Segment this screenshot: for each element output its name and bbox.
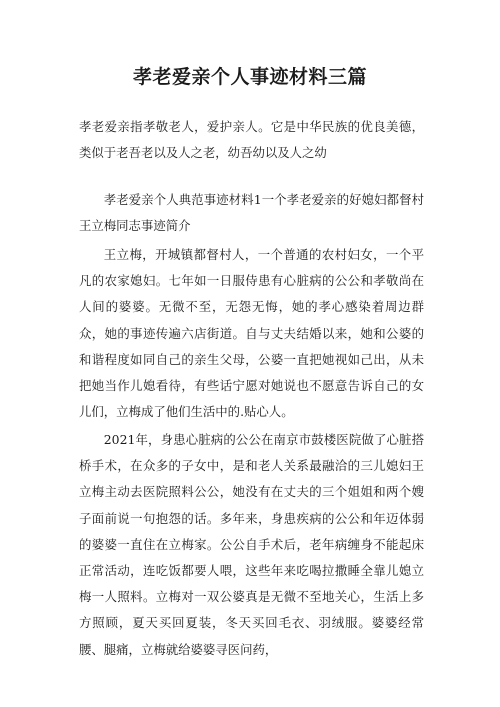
document-title: 孝老爱亲个人事迹材料三篇	[132, 66, 367, 88]
intro-paragraph: 孝老爱亲指孝敬老人，爱护亲人。它是中华民族的优良美德，类似于老吾老以及人之老，幼吾幼以及人之幼	[79, 119, 424, 161]
body-paragraph: 王立梅，开城镇都督村人，一个普通的农村妇女，一个平凡的农家媳妇。七年如一日服侍患有心脏病的公公和孝敬尚在人间的婆婆。无微不至，无怨无悔，她的孝心感染着周边群众，她的事迹传遍六店街道。自与丈夫结婚以来，她和公婆的和谐程度如同自己的亲生父母，公婆一直把她视如己出，从未把她当作儿媳看待，有些话宁愿对她说也不愿意告诉自己的女儿们，立梅成了他们生活中的.贴心人。	[79, 247, 424, 420]
section-heading: 孝老爱亲个人典范事迹材料1一个孝老爱亲的好媳妇都督村王立梅同志事迹简介	[79, 192, 424, 234]
body-paragraph: 2021年，身患心脏病的公公在南京市鼓楼医院做了心脏搭桥手术，在众多的子女中，是和老人关系最融洽的三儿媳妇王立梅主动去医院照料公公，她没有在丈夫的三个姐姐和两个嫂子面前说一句抱怨的话。多年来，身患疾病的公公和年迈体弱的婆婆一直住在立梅家。公公自手术后，老年病缠身不能起床正常活动，连吃饭都要人喂，这些年来吃喝拉撒睡全靠儿媳立梅一人照料。立梅对一双公婆真是无微不至地关心，生活上多方照顾，夏天买回夏装，冬天买回毛衣、羽绒服。婆婆经常腰、腿痛，立梅就给婆婆寻医问药，	[79, 432, 424, 657]
